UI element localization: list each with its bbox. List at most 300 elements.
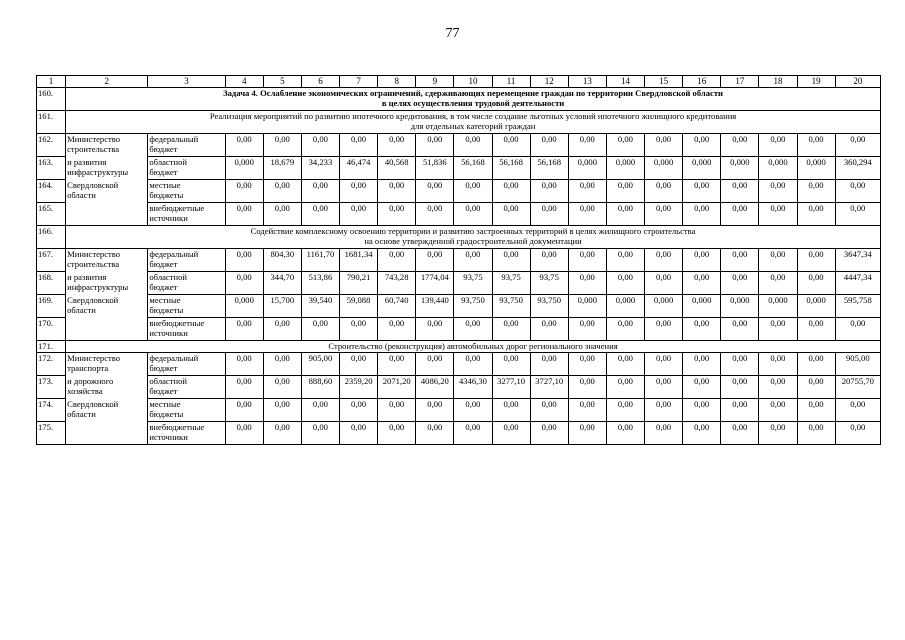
- section-title-line: в целях осуществления трудовой деятельности: [381, 98, 565, 109]
- value-cell: 0,00: [340, 180, 378, 203]
- value-cell: 3727,10: [530, 376, 568, 399]
- value-cell: 56,168: [492, 157, 530, 180]
- value-cell: 0,00: [683, 399, 721, 422]
- value-cell: 0,00: [568, 134, 606, 157]
- value-cell: 0,00: [645, 422, 683, 445]
- column-header: 4: [225, 76, 263, 88]
- value-cell: 0,00: [683, 203, 721, 226]
- value-cell: 0,00: [530, 203, 568, 226]
- responsible-entity-line: области: [67, 408, 96, 419]
- value-cell: 4086,20: [416, 376, 454, 399]
- funding-source-line: федеральный: [149, 249, 199, 259]
- value-cell: 0,00: [378, 353, 416, 376]
- value-cell: 0,00: [683, 353, 721, 376]
- value-cell: 0,00: [378, 249, 416, 272]
- value-cell: 0,00: [492, 134, 530, 157]
- value-cell: 0,00: [225, 422, 263, 445]
- row-number: 172.: [37, 353, 66, 376]
- row-number: 171.: [37, 341, 66, 353]
- value-cell: 56,168: [454, 157, 492, 180]
- value-cell: 0,00: [759, 399, 797, 422]
- value-cell: 0,00: [683, 180, 721, 203]
- funding-source-line: внебюджетные: [149, 318, 205, 328]
- row-number: 168.: [37, 272, 66, 295]
- value-cell: 0,00: [797, 422, 835, 445]
- value-cell: 0,00: [340, 399, 378, 422]
- value-cell: 15,700: [263, 295, 301, 318]
- value-cell: 743,28: [378, 272, 416, 295]
- funding-source-line: бюджет: [149, 167, 178, 178]
- value-cell: 0,00: [530, 249, 568, 272]
- value-cell: 93,750: [492, 295, 530, 318]
- responsible-entity: [66, 203, 148, 226]
- column-header: 20: [835, 76, 880, 88]
- section-title-line: на основе утвержденной градостроительной документации: [364, 236, 582, 247]
- section-title-line: Строительство (реконструкция) автомобильных дорог регионального значения: [328, 341, 618, 351]
- value-cell: 0,00: [416, 134, 454, 157]
- value-cell: 0,00: [263, 203, 301, 226]
- row-number: 165.: [37, 203, 66, 226]
- value-cell: 0,00: [492, 399, 530, 422]
- value-cell: 0,00: [606, 318, 644, 341]
- funding-source: [148, 249, 225, 272]
- value-cell: 0,00: [721, 422, 759, 445]
- value-cell: 0,00: [454, 180, 492, 203]
- responsible-entity-line: Министерство: [67, 249, 121, 259]
- value-cell: 0,00: [797, 272, 835, 295]
- value-cell: 0,00: [835, 399, 880, 422]
- column-header: 6: [301, 76, 339, 88]
- row-number: 167.: [37, 249, 66, 272]
- value-cell: 2071,20: [378, 376, 416, 399]
- value-cell: 0,00: [721, 399, 759, 422]
- value-cell: 0,00: [759, 376, 797, 399]
- value-cell: 0,00: [721, 134, 759, 157]
- value-cell: 0,000: [683, 157, 721, 180]
- value-cell: 0,00: [683, 134, 721, 157]
- value-cell: 0,00: [492, 422, 530, 445]
- value-cell: 0,00: [340, 134, 378, 157]
- funding-source: [148, 272, 225, 295]
- value-cell: 0,00: [797, 376, 835, 399]
- value-cell: 0,00: [759, 249, 797, 272]
- responsible-entity-line: строительства: [67, 144, 120, 155]
- value-cell: 0,00: [683, 318, 721, 341]
- row-number: 164.: [37, 180, 66, 203]
- value-cell: 1681,34: [340, 249, 378, 272]
- value-cell: 0,00: [454, 353, 492, 376]
- funding-source: [148, 376, 225, 399]
- funding-source-line: областной: [149, 376, 187, 386]
- value-cell: 0,00: [263, 180, 301, 203]
- value-cell: 0,00: [225, 249, 263, 272]
- funding-source: [148, 318, 225, 341]
- value-cell: 0,00: [759, 422, 797, 445]
- section-title: [66, 226, 881, 249]
- value-cell: 0,00: [378, 134, 416, 157]
- responsible-entity: [66, 399, 148, 422]
- value-cell: 0,00: [492, 249, 530, 272]
- section-header-row: [37, 111, 881, 134]
- responsible-entity-line: Министерство: [67, 353, 121, 363]
- value-cell: 0,00: [301, 422, 339, 445]
- value-cell: 0,00: [225, 180, 263, 203]
- funding-source: [148, 399, 225, 422]
- value-cell: 0,00: [454, 318, 492, 341]
- value-cell: 0,00: [568, 318, 606, 341]
- responsible-entity-line: хозяйства: [67, 385, 103, 396]
- table-row: [37, 272, 881, 295]
- value-cell: 0,000: [721, 157, 759, 180]
- value-cell: 0,00: [492, 318, 530, 341]
- value-cell: 0,00: [645, 272, 683, 295]
- row-number: 160.: [37, 88, 66, 111]
- value-cell: 0,00: [759, 134, 797, 157]
- value-cell: 905,00: [835, 353, 880, 376]
- column-header: 13: [568, 76, 606, 88]
- value-cell: 0,00: [759, 272, 797, 295]
- value-cell: 0,000: [645, 157, 683, 180]
- responsible-entity-line: строительства: [67, 259, 120, 270]
- funding-source-line: источники: [149, 432, 188, 443]
- responsible-entity: [66, 272, 148, 295]
- value-cell: 0,00: [225, 353, 263, 376]
- value-cell: 39,540: [301, 295, 339, 318]
- value-cell: 0,00: [683, 249, 721, 272]
- value-cell: 0,00: [568, 353, 606, 376]
- table-row: [37, 399, 881, 422]
- value-cell: 51,836: [416, 157, 454, 180]
- row-number: 174.: [37, 399, 66, 422]
- value-cell: 93,750: [454, 295, 492, 318]
- responsible-entity-line: Свердловской: [67, 179, 119, 190]
- value-cell: 0,00: [721, 180, 759, 203]
- value-cell: 0,000: [225, 295, 263, 318]
- section-header-row: [37, 88, 881, 111]
- value-cell: 0,00: [263, 353, 301, 376]
- value-cell: 0,000: [797, 157, 835, 180]
- value-cell: 0,00: [454, 249, 492, 272]
- value-cell: 0,00: [759, 203, 797, 226]
- value-cell: 0,00: [797, 203, 835, 226]
- value-cell: 0,00: [263, 399, 301, 422]
- responsible-entity: [66, 353, 148, 376]
- table-row: [37, 295, 881, 318]
- value-cell: 0,000: [606, 295, 644, 318]
- funding-source: [148, 134, 225, 157]
- section-title-line: Содействие комплексному освоению территории и развитию застроенных территорий в целях жилищного строительства: [250, 226, 696, 236]
- value-cell: 0,000: [645, 295, 683, 318]
- value-cell: 0,00: [683, 272, 721, 295]
- column-header: 14: [606, 76, 644, 88]
- funding-source-line: бюджет: [149, 386, 178, 397]
- table-row: [37, 157, 881, 180]
- value-cell: 0,00: [606, 376, 644, 399]
- value-cell: 3277,10: [492, 376, 530, 399]
- value-cell: 0,00: [225, 272, 263, 295]
- row-number: 173.: [37, 376, 66, 399]
- value-cell: 0,00: [721, 203, 759, 226]
- value-cell: 0,00: [721, 272, 759, 295]
- value-cell: 0,00: [568, 272, 606, 295]
- value-cell: 0,00: [530, 134, 568, 157]
- value-cell: 139,440: [416, 295, 454, 318]
- responsible-entity-line: инфраструктуры: [67, 166, 129, 177]
- value-cell: 0,00: [263, 318, 301, 341]
- value-cell: 0,00: [721, 376, 759, 399]
- funding-source-line: бюджеты: [149, 305, 184, 316]
- value-cell: 0,00: [301, 180, 339, 203]
- value-cell: 0,00: [416, 353, 454, 376]
- funding-source-line: областной: [149, 272, 187, 282]
- value-cell: 34,233: [301, 157, 339, 180]
- value-cell: 0,00: [378, 318, 416, 341]
- funding-source: [148, 180, 225, 203]
- value-cell: 595,758: [835, 295, 880, 318]
- table-row: [37, 134, 881, 157]
- value-cell: 0,00: [378, 180, 416, 203]
- section-header-row: [37, 226, 881, 249]
- responsible-entity-line: Свердловской: [67, 294, 119, 305]
- value-cell: 4447,34: [835, 272, 880, 295]
- value-cell: 56,168: [530, 157, 568, 180]
- funding-source-line: бюджет: [149, 282, 178, 293]
- value-cell: 0,00: [645, 180, 683, 203]
- funding-source-line: внебюджетные: [149, 203, 205, 213]
- row-number: 170.: [37, 318, 66, 341]
- value-cell: 0,00: [835, 318, 880, 341]
- value-cell: 360,294: [835, 157, 880, 180]
- value-cell: 0,00: [340, 318, 378, 341]
- page-number: 77: [445, 26, 460, 41]
- column-header: 1: [37, 76, 66, 88]
- row-number: 175.: [37, 422, 66, 445]
- value-cell: 790,21: [340, 272, 378, 295]
- funding-source: [148, 422, 225, 445]
- column-header: 17: [721, 76, 759, 88]
- column-header: 8: [378, 76, 416, 88]
- value-cell: 0,00: [835, 180, 880, 203]
- responsible-entity: [66, 134, 148, 157]
- row-number: 163.: [37, 157, 66, 180]
- value-cell: 0,00: [645, 134, 683, 157]
- value-cell: 0,00: [416, 203, 454, 226]
- responsible-entity: [66, 180, 148, 203]
- responsible-entity: [66, 295, 148, 318]
- responsible-entity: [66, 422, 148, 445]
- value-cell: 0,00: [340, 203, 378, 226]
- funding-source-line: источники: [149, 213, 188, 224]
- table-row: [37, 376, 881, 399]
- value-cell: 93,75: [530, 272, 568, 295]
- value-cell: 0,00: [416, 399, 454, 422]
- value-cell: 0,00: [378, 203, 416, 226]
- value-cell: 0,000: [759, 157, 797, 180]
- value-cell: 0,00: [645, 376, 683, 399]
- funding-source: [148, 157, 225, 180]
- table-row: [37, 249, 881, 272]
- table-row: [37, 353, 881, 376]
- value-cell: 0,00: [606, 134, 644, 157]
- value-cell: 0,00: [225, 318, 263, 341]
- responsible-entity: [66, 249, 148, 272]
- column-header: 7: [340, 76, 378, 88]
- value-cell: 0,00: [721, 318, 759, 341]
- value-cell: 0,00: [530, 399, 568, 422]
- value-cell: 93,750: [530, 295, 568, 318]
- section-title-line: Задача 4. Ослабление экономических ограничений, сдерживающих перемещение граждан по территории Свердловской области: [223, 88, 724, 98]
- value-cell: 0,00: [568, 180, 606, 203]
- funding-source: [148, 295, 225, 318]
- section-title-line: для отдельных категорий граждан: [410, 121, 536, 132]
- value-cell: 0,00: [606, 203, 644, 226]
- value-cell: 0,00: [797, 249, 835, 272]
- funding-source-line: бюджет: [149, 259, 178, 270]
- value-cell: 0,00: [263, 376, 301, 399]
- value-cell: 0,000: [225, 157, 263, 180]
- value-cell: 0,00: [454, 134, 492, 157]
- value-cell: 20755,70: [835, 376, 880, 399]
- column-header: 5: [263, 76, 301, 88]
- value-cell: 0,00: [530, 353, 568, 376]
- value-cell: 0,00: [454, 399, 492, 422]
- value-cell: 0,00: [835, 422, 880, 445]
- value-cell: 59,088: [340, 295, 378, 318]
- value-cell: 0,00: [301, 203, 339, 226]
- value-cell: 0,00: [225, 399, 263, 422]
- value-cell: 0,00: [454, 203, 492, 226]
- row-number: 162.: [37, 134, 66, 157]
- value-cell: 0,00: [301, 318, 339, 341]
- value-cell: 0,00: [568, 422, 606, 445]
- column-header: 18: [759, 76, 797, 88]
- value-cell: 0,00: [606, 353, 644, 376]
- value-cell: 0,00: [645, 353, 683, 376]
- value-cell: 0,00: [416, 180, 454, 203]
- value-cell: 0,00: [568, 376, 606, 399]
- value-cell: 0,00: [225, 203, 263, 226]
- table-row: [37, 318, 881, 341]
- value-cell: 0,00: [683, 422, 721, 445]
- value-cell: 0,00: [645, 249, 683, 272]
- value-cell: 93,75: [492, 272, 530, 295]
- responsible-entity-line: и развития: [67, 156, 107, 167]
- value-cell: 0,00: [606, 422, 644, 445]
- funding-source-line: источники: [149, 328, 188, 339]
- value-cell: 0,00: [492, 180, 530, 203]
- value-cell: 0,00: [568, 399, 606, 422]
- value-cell: 0,00: [416, 318, 454, 341]
- value-cell: 0,00: [797, 180, 835, 203]
- value-cell: 0,00: [378, 422, 416, 445]
- table-row: [37, 422, 881, 445]
- funding-source-line: бюджеты: [149, 409, 184, 420]
- value-cell: 0,00: [416, 422, 454, 445]
- value-cell: 0,000: [568, 295, 606, 318]
- value-cell: 905,00: [301, 353, 339, 376]
- value-cell: 0,00: [263, 134, 301, 157]
- column-header: 16: [683, 76, 721, 88]
- funding-source-line: местные: [149, 295, 181, 305]
- funding-source-line: бюджет: [149, 144, 178, 155]
- value-cell: 0,00: [683, 376, 721, 399]
- value-cell: 0,00: [263, 422, 301, 445]
- section-title: [66, 111, 881, 134]
- value-cell: 0,000: [606, 157, 644, 180]
- column-header-row: [37, 76, 881, 88]
- value-cell: 0,00: [606, 180, 644, 203]
- column-header: 15: [645, 76, 683, 88]
- funding-source-line: бюджеты: [149, 190, 184, 201]
- value-cell: 0,00: [721, 249, 759, 272]
- value-cell: 40,568: [378, 157, 416, 180]
- funding-source-line: областной: [149, 157, 187, 167]
- responsible-entity-line: и развития: [67, 271, 107, 282]
- value-cell: 46,474: [340, 157, 378, 180]
- row-number: 161.: [37, 111, 66, 134]
- value-cell: 0,00: [492, 353, 530, 376]
- value-cell: 0,00: [835, 134, 880, 157]
- table-row: [37, 180, 881, 203]
- value-cell: 0,00: [340, 422, 378, 445]
- responsible-entity: [66, 318, 148, 341]
- value-cell: 0,00: [797, 134, 835, 157]
- value-cell: 0,00: [225, 134, 263, 157]
- value-cell: 0,00: [492, 203, 530, 226]
- funding-source: [148, 353, 225, 376]
- value-cell: 0,00: [340, 353, 378, 376]
- responsible-entity-line: инфраструктуры: [67, 281, 129, 292]
- value-cell: 1774,04: [416, 272, 454, 295]
- section-title: [66, 341, 881, 353]
- value-cell: 4346,30: [454, 376, 492, 399]
- value-cell: 513,86: [301, 272, 339, 295]
- column-header: 11: [492, 76, 530, 88]
- responsible-entity-line: области: [67, 304, 96, 315]
- funding-source-line: внебюджетные: [149, 422, 205, 432]
- value-cell: 0,00: [530, 422, 568, 445]
- value-cell: 0,00: [606, 399, 644, 422]
- row-number: 166.: [37, 226, 66, 249]
- value-cell: 0,00: [378, 399, 416, 422]
- value-cell: 0,00: [606, 272, 644, 295]
- column-header: 19: [797, 76, 835, 88]
- value-cell: 0,000: [568, 157, 606, 180]
- responsible-entity-line: Министерство: [67, 134, 121, 144]
- value-cell: 0,000: [759, 295, 797, 318]
- column-header: 9: [416, 76, 454, 88]
- value-cell: 0,000: [683, 295, 721, 318]
- value-cell: 18,679: [263, 157, 301, 180]
- value-cell: 0,000: [721, 295, 759, 318]
- responsible-entity: [66, 157, 148, 180]
- value-cell: 0,00: [301, 399, 339, 422]
- table-row: [37, 203, 881, 226]
- responsible-entity-line: и дорожного: [67, 375, 114, 386]
- value-cell: 0,00: [416, 249, 454, 272]
- section-title-line: Реализация мероприятий по развитию ипотечного кредитования, в том числе создание льготных условий ипотечного жилищного кредитования: [209, 111, 737, 121]
- funding-source-line: бюджет: [149, 363, 178, 374]
- value-cell: 0,00: [759, 180, 797, 203]
- funding-source-line: местные: [149, 180, 181, 190]
- funding-source-line: федеральный: [149, 353, 199, 363]
- value-cell: 0,00: [797, 318, 835, 341]
- value-cell: 0,00: [797, 399, 835, 422]
- column-header: 12: [530, 76, 568, 88]
- value-cell: 0,00: [721, 353, 759, 376]
- funding-source-line: местные: [149, 399, 181, 409]
- funding-source-line: федеральный: [149, 134, 199, 144]
